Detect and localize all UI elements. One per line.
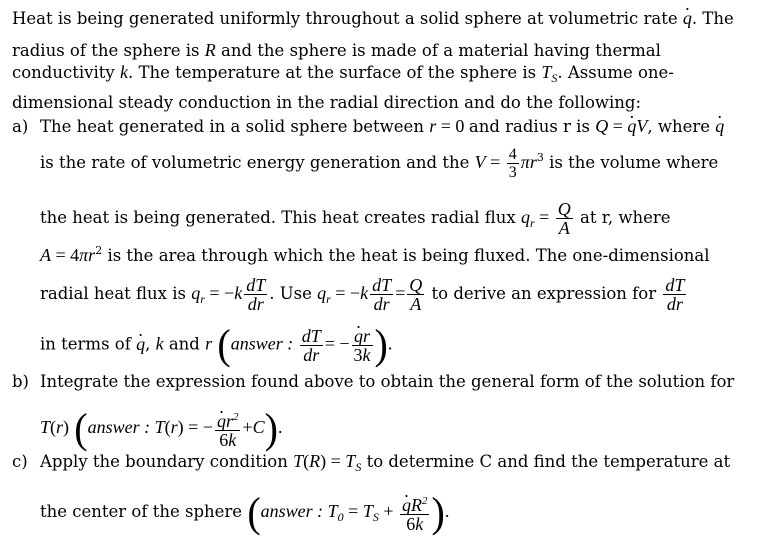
- part-b-line-2: T(r) (answer : T(r) = − $\frac{q \cdot r^2}{6k}$ +C).: [40, 408, 282, 449]
- part-a-line-2: is the rate of volumetric energy generation and the V = $\frac{4}{3}$ $\pi r^3$ is the volume where: [40, 146, 719, 181]
- math-r0: r: [429, 116, 437, 136]
- math-fourier-QA: $q_r$: [317, 283, 331, 306]
- intro-line-3: conductivity k. The temperature at the surface of the sphere is $T_S$. Assume one-: [12, 62, 674, 85]
- math-R: R: [204, 40, 216, 60]
- part-a-answer: answer :: [230, 333, 294, 354]
- math-bc: T: [293, 451, 304, 471]
- math-area: A: [40, 245, 51, 265]
- part-a-line-5: radial heat flux is $q_r = -k$ $\frac{dT}{dr}$ . Use $q_r = -k$ $\frac{dT}{dr}$ = $\frac{Q}{A}$ to derive an expression for $\frac{dT}{dr}$: [40, 275, 685, 314]
- intro-line-1: Heat is being generated uniformly throughout a solid sphere at volumetric rate q ·. The: [12, 8, 734, 29]
- math-fourier: $q_r$: [191, 283, 205, 306]
- part-a-line-4: $A = 4\pi r^2$ is the area through which the heat is being fluxed. The one-dimensional: [40, 244, 710, 265]
- part-a-label: a): [12, 117, 29, 136]
- math-k: k: [119, 62, 128, 82]
- math-qdot: q ·: [683, 8, 692, 28]
- math-QqV: Q: [595, 116, 609, 136]
- math-Ts: $T_S$: [541, 62, 558, 85]
- part-a-line-1: a) The heat generated in a solid sphere between r = 0 and radius r is Q = q ·V, where q ·: [12, 116, 724, 137]
- part-b-answer: answer : T: [87, 417, 165, 437]
- part-c-label: c): [12, 452, 28, 471]
- math-dTdr: $\frac{dT}{dr}$: [665, 275, 685, 314]
- intro-line-4: dimensional steady conduction in the radial direction and do the following:: [12, 93, 642, 112]
- part-c-answer: answer : $T_0$: [260, 501, 344, 524]
- math-volume: V: [474, 152, 486, 172]
- part-a-line-3: the heat is being generated. This heat creates radial flux $q_r$ = $\frac{Q}{A}$ at r, where: [40, 199, 671, 238]
- math-flux-QA: $q_r$: [520, 207, 535, 230]
- intro-line-2: radius of the sphere is R and the sphere is made of a material having thermal: [12, 40, 661, 60]
- part-c-line-2: the center of the sphere (answer : $T_0 = T_S$ + $\frac{q \cdot R^2}{6k}$ ).: [40, 492, 449, 533]
- part-b-label: b): [12, 372, 29, 391]
- part-b-line-1: b) Integrate the expression found above to obtain the general form of the solution for: [12, 372, 735, 391]
- part-a-line-6: in terms of q ·, k and r (answer : $\frac{dT}{dr}$ = − $\frac{q \cdot r}{3k}$ ).: [40, 325, 392, 365]
- part-c-line-1: c) Apply the boundary condition $T(R) = T_S$ to determine C and find the temperature at: [12, 451, 731, 474]
